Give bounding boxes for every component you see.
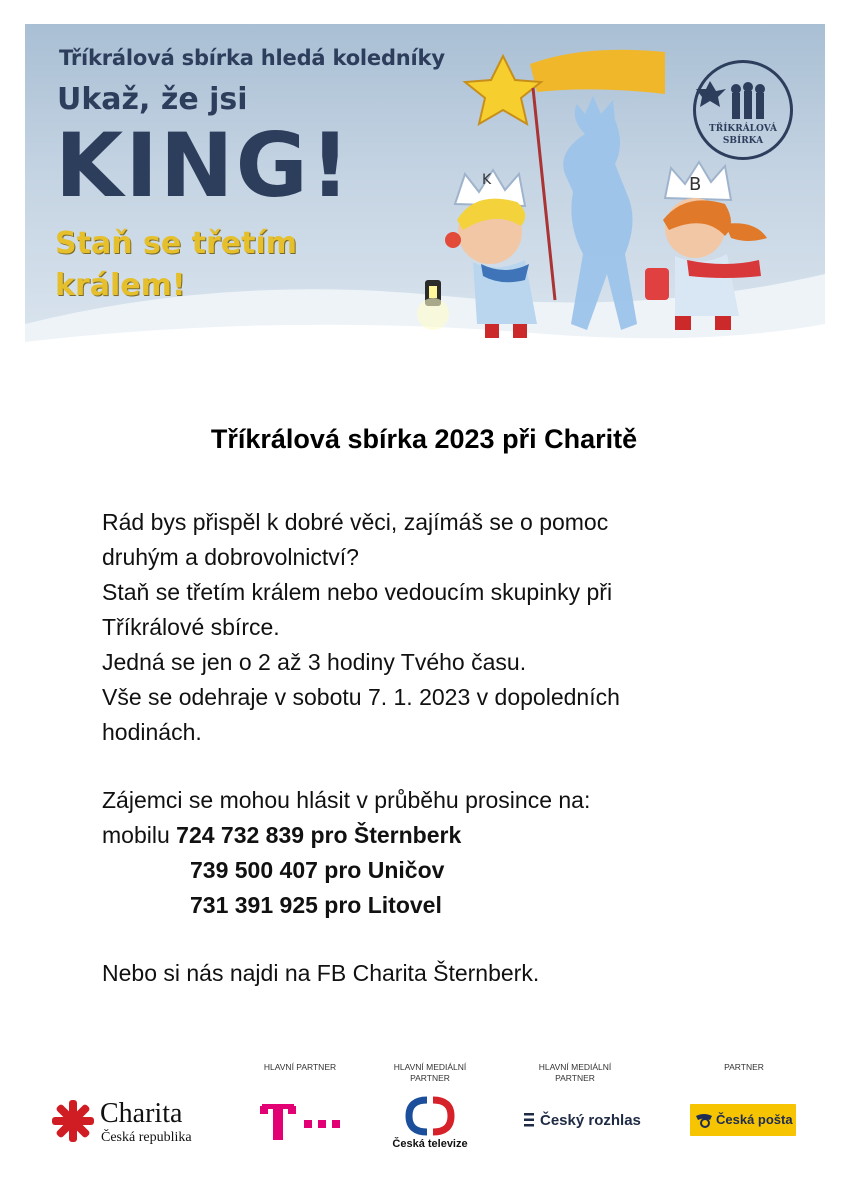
banner-headline: Ukaž, že jsi [57, 82, 248, 117]
ct-logo-name: Česká televize [392, 1138, 468, 1150]
crown-letter-b: B [689, 174, 702, 195]
intro-line: Rád bys přispěl k dobré věci, zajímáš se o pomoc [102, 509, 609, 535]
intro-line: Staň se třetím králem nebo vedoucím skupinky při [102, 579, 613, 605]
posta-logo [690, 1104, 796, 1136]
banner-king: KING! [55, 114, 352, 217]
crown-letter-k: K [482, 172, 492, 188]
intro-line: Jedná se jen o 2 až 3 hodiny Tvého času. [102, 649, 527, 675]
trikralova-sbirka-seal [693, 60, 793, 160]
closing-paragraph [102, 956, 782, 991]
intro-line: druhým a dobrovolnictví? [102, 544, 359, 570]
closing-line: Nebo si nás najdi na FB Charita Šternberk. [102, 960, 540, 986]
banner-call-line2: králem! [55, 268, 186, 303]
label-media-partner-2a: HLAVNÍ MEDIÁLNÍ [538, 1062, 612, 1072]
seal-text-line1: TŘÍKRÁLOVÁ [709, 124, 777, 134]
charita-logo-name: Charita [100, 1098, 183, 1129]
label-media-partner-1b: PARTNER [410, 1073, 450, 1083]
intro-line: Vše se odehraje v sobotu 7. 1. 2023 v dopoledních [102, 684, 620, 710]
header-banner [25, 24, 825, 364]
ct-logo-icon [405, 1096, 455, 1136]
contact-line [102, 818, 782, 853]
child-k-figure [417, 170, 537, 338]
label-media-partner-2b: PARTNER [555, 1073, 595, 1083]
contact-phone-unicov: 739 500 407 pro Uničov [190, 857, 445, 883]
contacts-block [102, 783, 782, 923]
posta-horn-icon [694, 1110, 716, 1130]
posta-logo-name: Česká pošta [716, 1112, 793, 1127]
label-media-partner-1a: HLAVNÍ MEDIÁLNÍ [393, 1062, 467, 1072]
kings-icon [696, 69, 790, 129]
contacts-prefix: mobilu [102, 822, 170, 848]
label-partner: PARTNER [724, 1062, 764, 1072]
page-title: Tříkrálová sbírka 2023 při Charitě [210, 424, 638, 454]
contact-phone-sternberk: 724 732 839 pro Šternberk [176, 822, 462, 848]
contacts-heading: Zájemci se mohou hlásit v průběhu prosince na: [102, 787, 591, 813]
cro-bars-icon [524, 1113, 536, 1127]
seal-text-line2: SBÍRKA [722, 136, 764, 146]
banner-tagline: Tříkrálová sbírka hledá koledníky [59, 46, 445, 70]
cro-logo-name: Český rozhlas [540, 1112, 641, 1129]
charita-cross-icon [50, 1098, 96, 1144]
intro-line: Tříkrálové sbírce. [102, 614, 280, 640]
charita-logo-sub: Česká republika [101, 1130, 192, 1145]
banner-call-line1: Staň se třetím [55, 226, 298, 261]
intro-paragraph [102, 505, 782, 750]
telekom-t-icon [260, 1102, 342, 1142]
label-main-partner: HLAVNÍ PARTNER [263, 1062, 337, 1072]
intro-line: hodinách. [102, 719, 202, 745]
contact-phone-litovel: 731 391 925 pro Litovel [190, 892, 442, 918]
